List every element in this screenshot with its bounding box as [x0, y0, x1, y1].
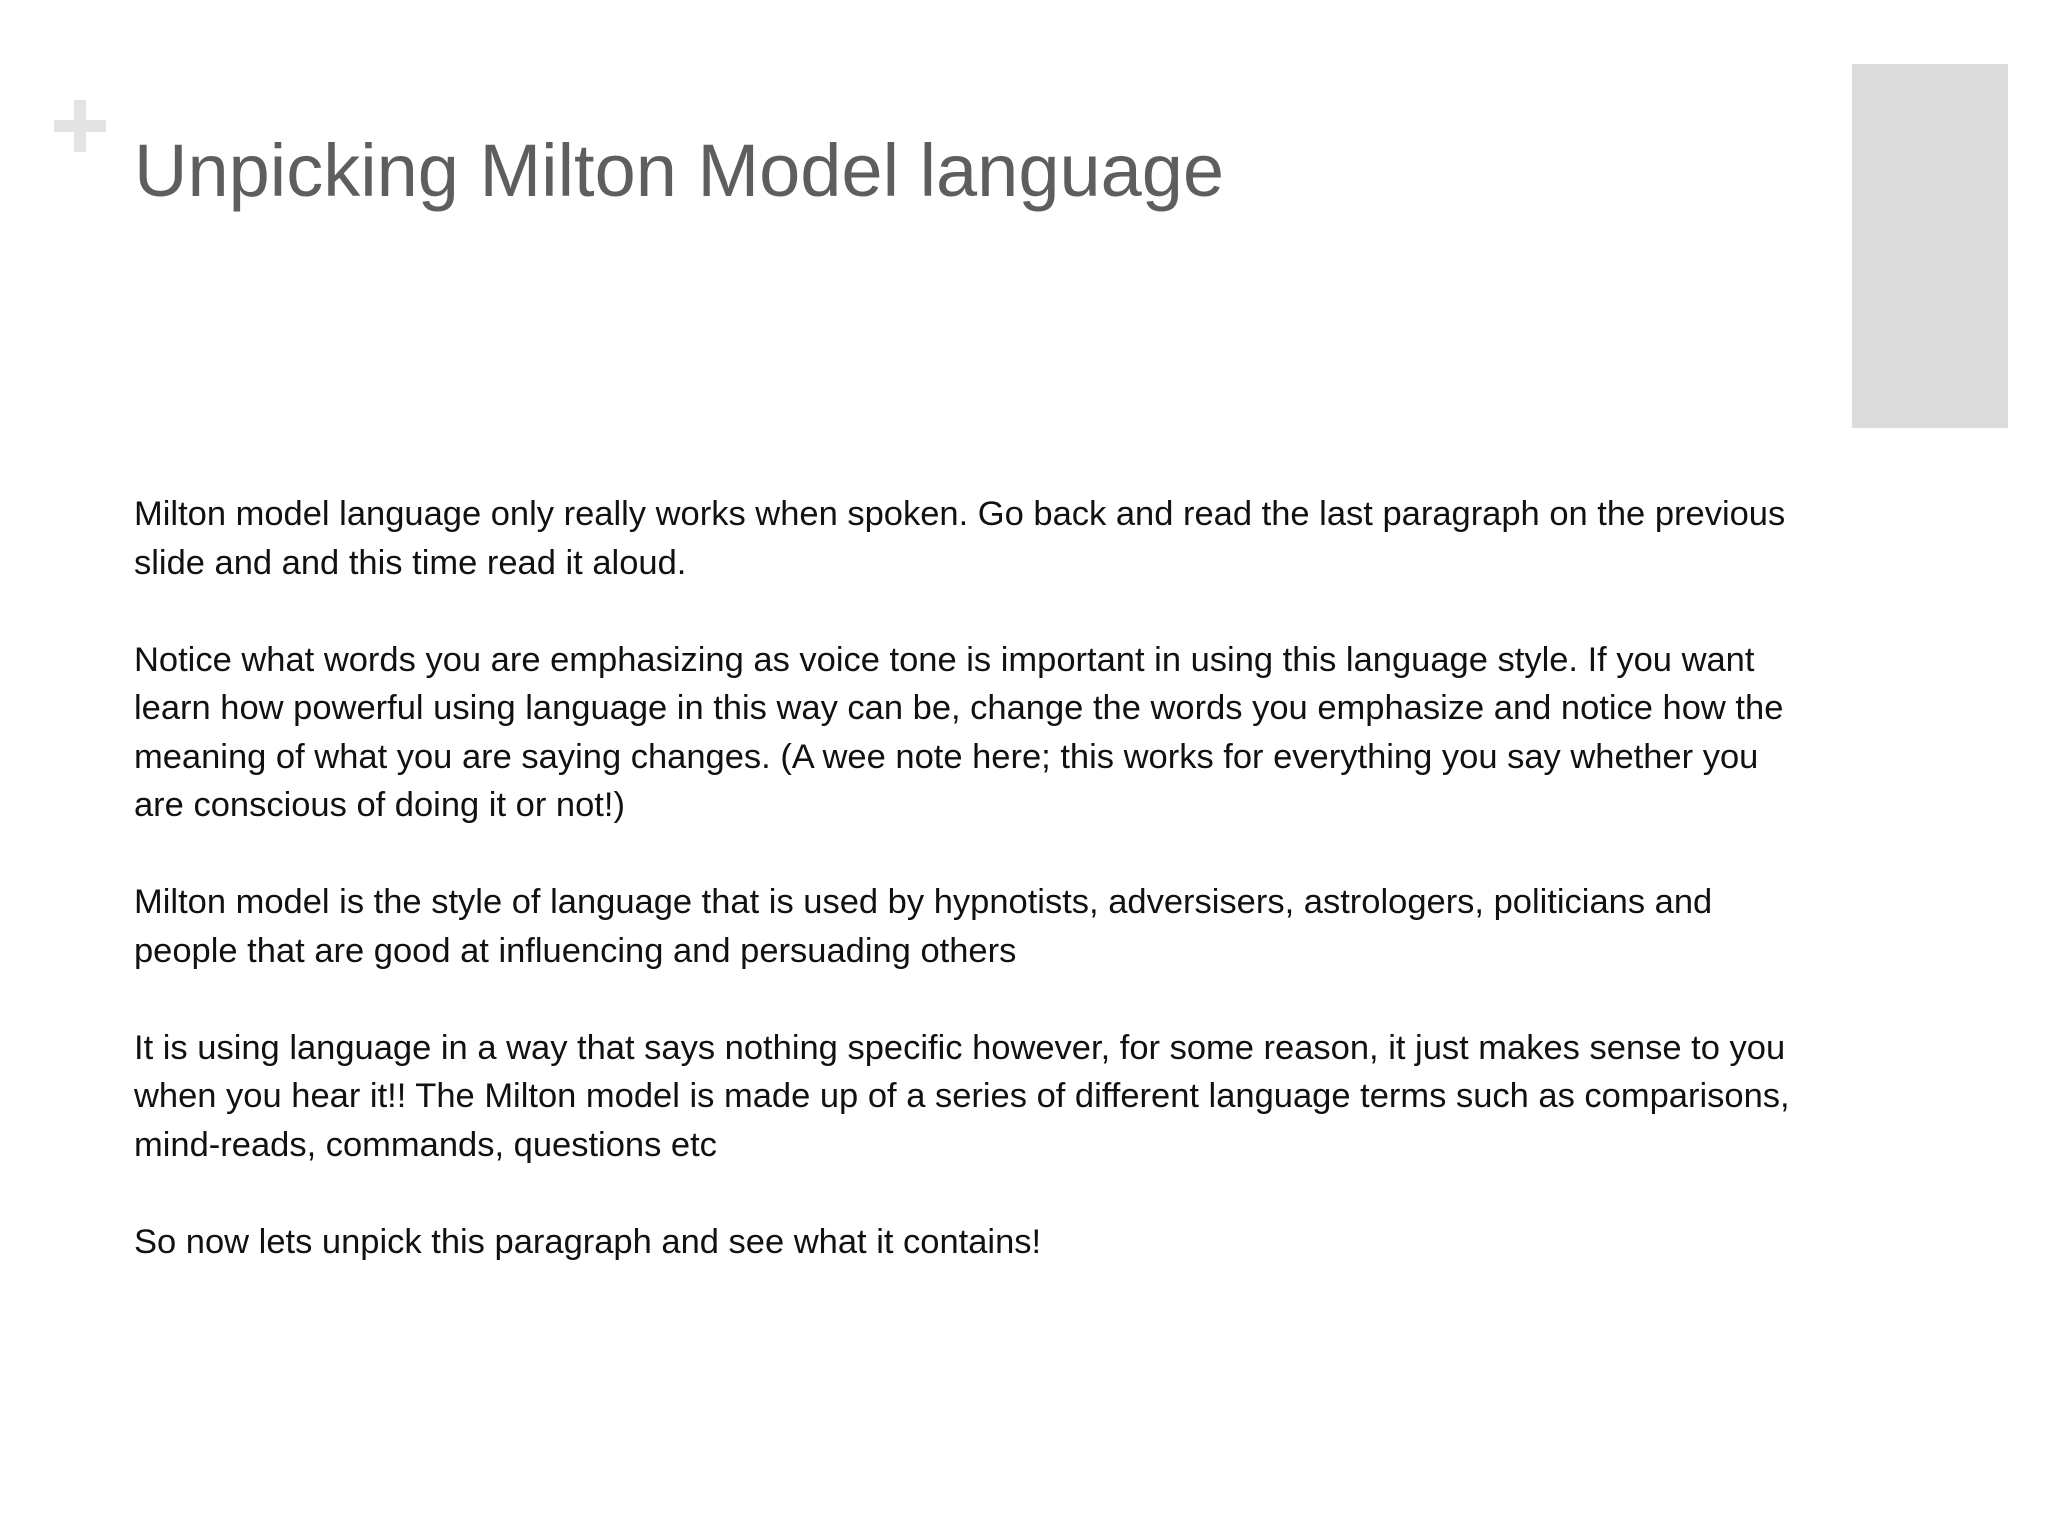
body-paragraph: Milton model is the style of language that is used by hypnotists, adversisers, astrologers, politicians and people that are good at influencing and persuading others — [134, 883, 1713, 970]
body-paragraph: Milton model language only really works when spoken. Go back and read the last paragraph on the previous slide and and this time read it aloud. — [134, 495, 1786, 582]
accent-block — [1852, 64, 2008, 428]
body-paragraph: Notice what words you are emphasizing as voice tone is important in using this language style. If you want learn how powerful using language in this way can be, change the words you emphasize and notice how the meaning of what you are saying changes. (A wee note here; this works for everything you say whether you are conscious of doing it or not!) — [134, 640, 1784, 824]
slide-body — [134, 490, 1814, 1266]
plus-icon — [54, 100, 106, 152]
body-paragraph: So now lets unpick this paragraph and see what it contains! — [134, 1222, 1042, 1261]
body-paragraph: It is using language in a way that says nothing specific however, for some reason, it just makes sense to you when you hear it!! The Milton model is made up of a series of different language terms such as comparisons, mind-reads, commands, questions etc — [134, 1028, 1790, 1164]
slide-title: Unpicking Milton Model language — [134, 129, 1225, 212]
